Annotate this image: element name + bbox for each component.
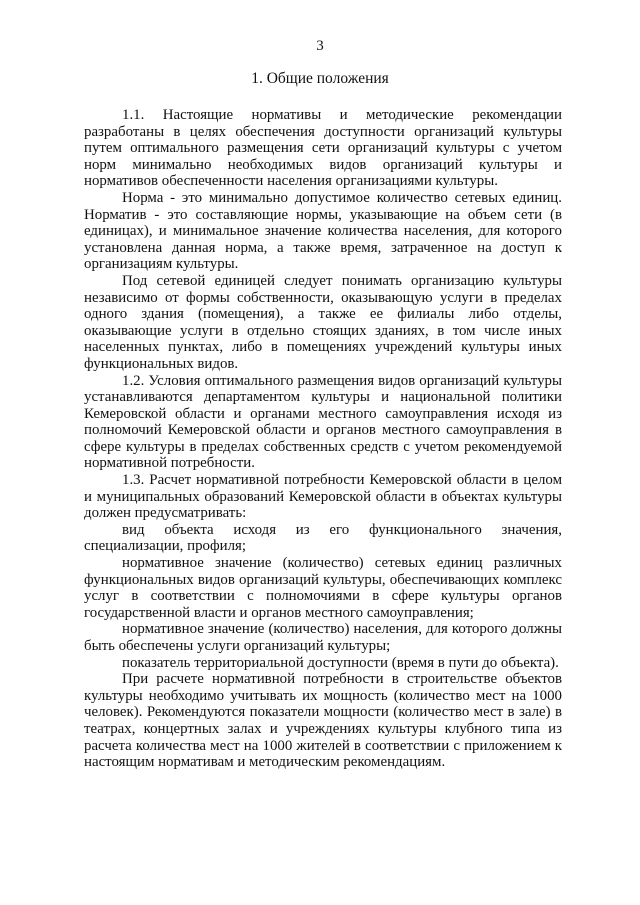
paragraph-1-1: 1.1. Настоящие нормативы и методические рекомендации разработаны в целях обеспечения доступности организаций культуры путем оптимального размещения сети организаций культуры с учетом норм минимально необходимых видов организаций культуры и нормативов обеспеченности населения организациями культуры.: [84, 107, 562, 190]
list-item-population: нормативное значение (количество) населения, для которого должны быть обеспечены услуги организаций культуры;: [84, 621, 562, 654]
body-text: [84, 107, 562, 771]
paragraph-capacity: При расчете нормативной потребности в строительстве объектов культуры необходимо учитывать их мощность (количество мест на 1000 человек). Рекомендуются показатели мощности (количество мест в зале) в театрах, концертных залах и учреждениях культуры клубного типа из расчета количества мест на 1000 жителей в соответствии с приложением к настоящим нормативам и методическим рекомендациям.: [84, 671, 562, 771]
paragraph-network-unit: Под сетевой единицей следует понимать организацию культуры независимо от формы собственности, оказывающую услуги в пределах одного здания (помещения), а также ее филиалы либо отделы, оказывающие услуги в отдельно стоящих зданиях, в том числе иных населенных пунктах, либо в помещениях учреждений культуры иных функциональных видов.: [84, 272, 562, 372]
list-item-object-type: вид объекта исходя из его функционального значения, специализации, профиля;: [84, 521, 562, 555]
paragraph-1-2: 1.2. Условия оптимального размещения видов организаций культуры устанавливаются департаментом культуры и национальной политики Кемеровской области и органами местного самоуправления исходя из полномочий Кемеровской области и органов местного самоуправления в сфере культуры в пределах собственных средств с учетом рекомендуемой нормативной потребности.: [84, 372, 562, 472]
paragraph-norm-definition: Норма - это минимально допустимое количество сетевых единиц. Норматив - это составляющие нормы, указывающие на объем сети (в единицах), и минимальное значение количества населения, для которого установлена данная норма, а также время, затраченное на доступ к организациям культуры.: [84, 189, 562, 273]
paragraph-1-3: 1.3. Расчет нормативной потребности Кемеровской области в целом и муниципальных образований Кемеровской области в объектах культуры должен предусматривать:: [84, 472, 562, 522]
list-item-accessibility: показатель территориальной доступности (время в пути до объекта).: [122, 654, 559, 671]
list-item-network-units: нормативное значение (количество) сетевых единиц различных функциональных видов организаций культуры, обеспечивающих комплекс услуг в соответствии с полномочиями в сфере культуры органов государственной власти и органов местного самоуправления;: [84, 555, 562, 621]
section-title: 1. Общие положения: [251, 70, 389, 87]
page-number: 3: [316, 38, 324, 54]
